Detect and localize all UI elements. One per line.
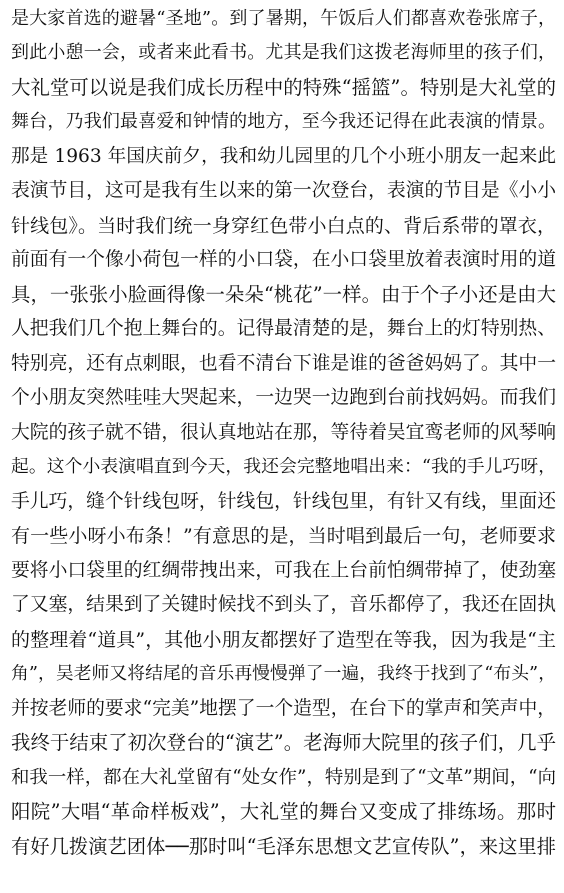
text-line: 了又塞，结果到了关键时候找不到头了，音乐都停了，我还在固执 (11, 594, 556, 615)
text-line: 和我一样，都在大礼堂留有“处女作”，特别是到了“文革”期间，“向 (11, 767, 556, 788)
text-line: 有好几拨演艺团体──那时叫“毛泽东思想文艺宣传队”，来这里排 (11, 835, 556, 858)
text-line: 人把我们几个抱上舞台的。记得最清楚的是，舞台上的灯特别热、 (11, 318, 556, 339)
text-line: 大礼堂可以说是我们成长历程中的特殊“摇篮”。特别是大礼堂的 (11, 76, 556, 99)
text-line: 具，一张张小脸画得像一朵朵“桃花”一样。由于个子小还是由大 (11, 283, 556, 306)
text-line: 大院的孩子就不错，很认真地站在那，等待着吴宜鸾老师的风琴响 (11, 422, 556, 443)
text-line: 并按老师的要求“完美”地摆了一个造型，在台下的掌声和笑声中， (11, 698, 557, 719)
text-line: 个小朋友突然哇哇大哭起来，一边哭一边跑到台前找妈妈。而我们 (11, 387, 556, 408)
text-line: 要将小口袋里的红绸带拽出来，可我在上台前怕绸带掉了，使劲塞 (11, 560, 556, 581)
text-line: 阳院”大唱“革命样板戏”，大礼堂的舞台又变成了排练场。那时 (11, 800, 556, 823)
text-line: 特别亮，还有点刺眼，也看不清台下谁是谁的爸爸妈妈了。其中一 (11, 353, 556, 374)
text-line: 我终于结束了初次登台的“演艺”。老海师大院里的孩子们，几乎 (11, 731, 556, 754)
text-line: 是大家首选的避暑“圣地”。到了暑期，午饭后人们都喜欢卷张席子， (11, 8, 556, 29)
text-line: 针线包》。当时我们统一身穿红色带小白点的、背后系带的罩衣， (11, 215, 556, 237)
text-line: 前面有一个像小荷包一样的小口袋，在小口袋里放着表演时用的道 (11, 249, 556, 270)
text-line: 起。这个小表演唱直到今天，我还会完整地唱出来：“我的手儿巧呀， (11, 456, 556, 477)
text-line: 的整理着“道具”，其他小朋友都摆好了造型在等我，因为我是“主 (11, 629, 556, 651)
text-line: 有一些小呀小布条！”有意思的是，当时唱到最后一句，老师要求 (11, 525, 556, 547)
text-line: 手儿巧，缝个针线包呀，针线包，针线包里，有针又有线，里面还 (11, 491, 556, 512)
text-line: 那是 1963 年国庆前夕，我和幼儿园里的几个小班小朋友一起来此 (11, 146, 556, 167)
text-line: 舞台，乃我们最喜爱和钟情的地方，至今我还记得在此表演的情景。 (11, 111, 556, 132)
text-line: 到此小憩一会，或者来此看书。尤其是我们这拨老海师里的孩子们， (11, 42, 556, 63)
text-line: 表演节目，这可是我有生以来的第一次登台，表演的节目是《小小 (11, 180, 556, 201)
text-line: 角”，吴老师又将结尾的音乐再慢慢弹了一遍，我终于找到了“布头”， (11, 663, 556, 684)
